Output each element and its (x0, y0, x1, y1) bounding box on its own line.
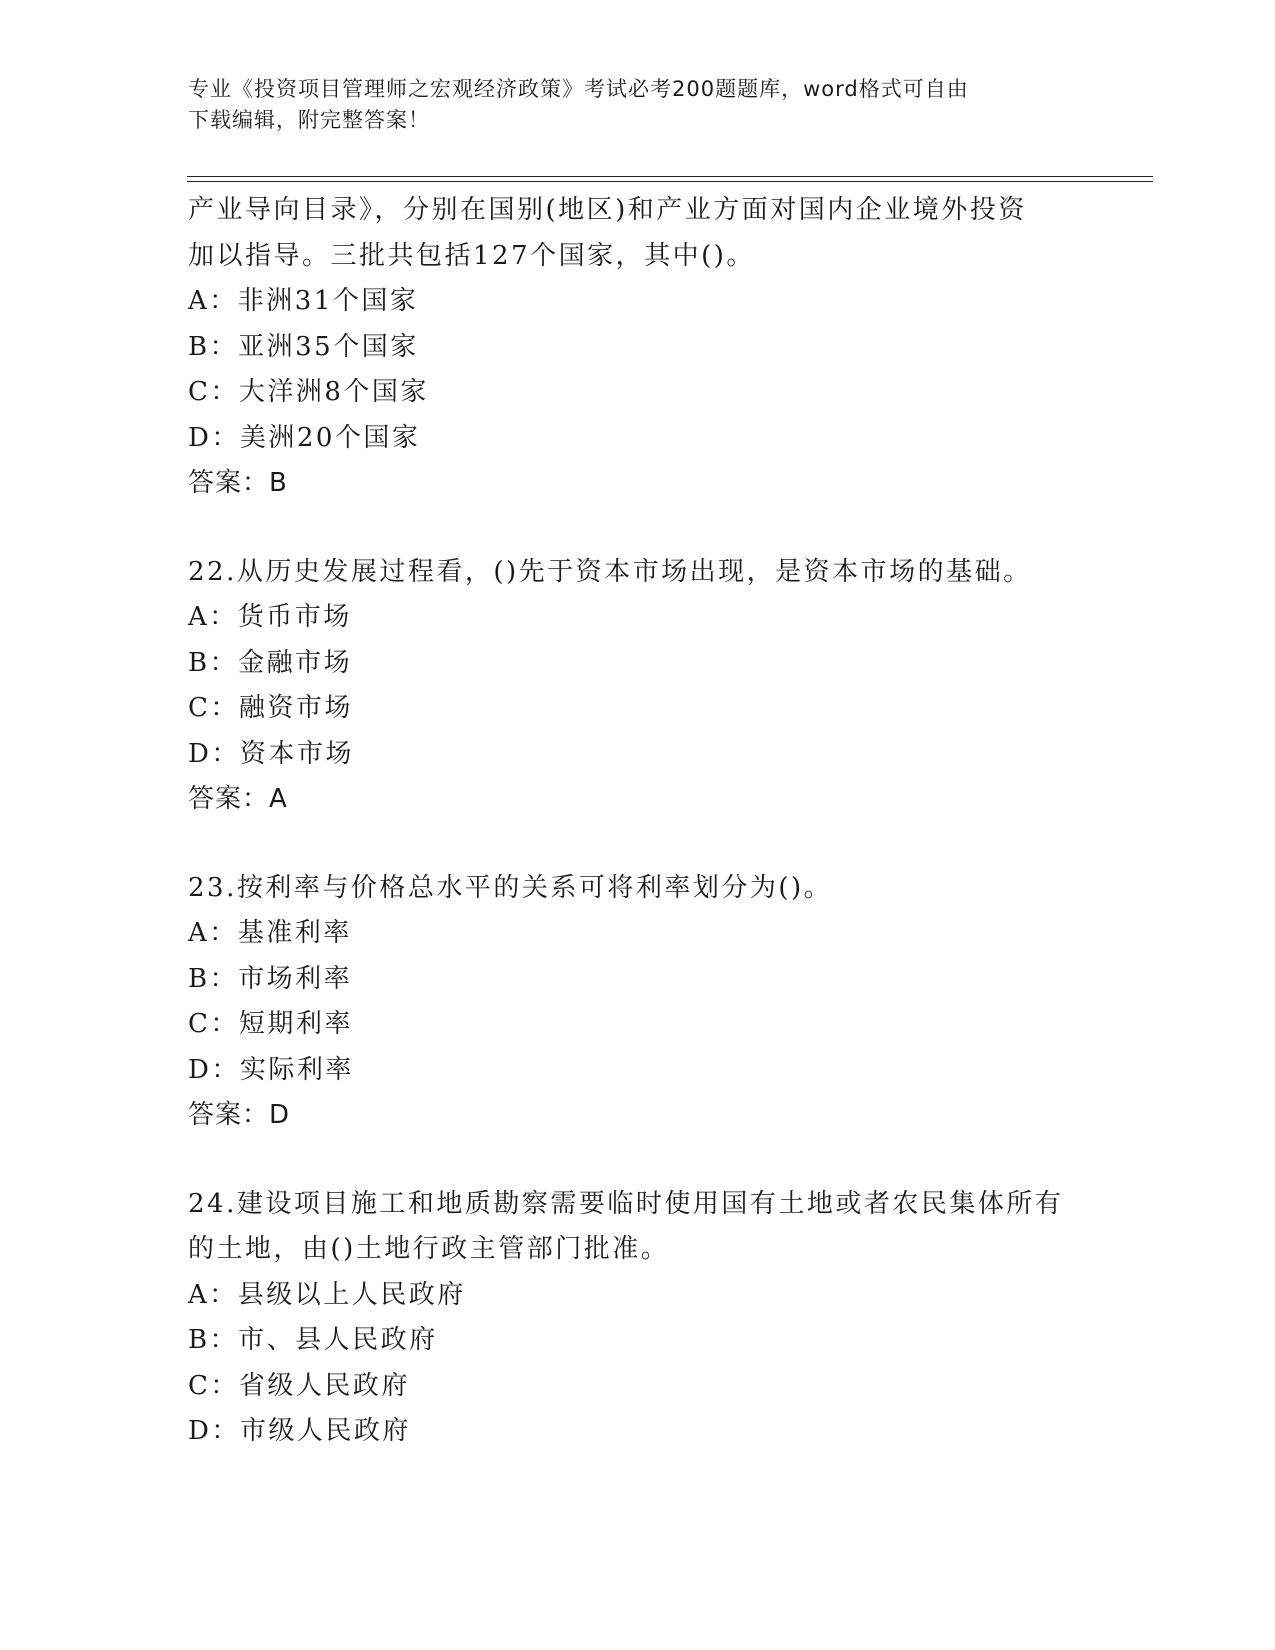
option-c: C：大洋洲8个国家 (188, 377, 429, 407)
spacer (188, 1139, 1088, 1182)
option-b: B：亚洲35个国家 (188, 331, 419, 362)
question-continued (188, 188, 1088, 507)
header-title-line-2: 下载编辑，附完整答案！ (188, 108, 430, 132)
option-d: D：实际利率 (188, 1054, 354, 1085)
answer-text: 答案：A (188, 784, 288, 814)
question-text: 产业导向目录》，分别在国别(地区)和产业方面对国内企业境外投资 (188, 195, 1027, 225)
question-text: 23.按利率与价格总水平的关系可将利率划分为()。 (188, 872, 833, 903)
option-d: D：美洲20个国家 (188, 422, 421, 453)
question-text: 22.从历史发展过程看，()先于资本市场出现，是资本市场的基础。 (188, 556, 1032, 587)
option-b: B：市场利率 (188, 963, 353, 994)
answer-text: 答案：D (188, 1100, 291, 1130)
question-22 (188, 550, 1088, 823)
question-text: 的土地，由()土地行政主管部门批准。 (188, 1234, 670, 1264)
question-list (188, 188, 1088, 1455)
option-a: A：非洲31个国家 (188, 286, 419, 316)
option-b: B：金融市场 (188, 647, 353, 678)
header-divider-top (187, 176, 1153, 177)
option-a: A：县级以上人民政府 (188, 1279, 466, 1310)
option-a: A：货币市场 (188, 602, 352, 632)
document-header (188, 74, 1068, 136)
option-b: B：市、县人民政府 (188, 1325, 438, 1355)
option-d: D：资本市场 (188, 738, 354, 769)
question-text: 24.建设项目施工和地质勘察需要临时使用国有土地或者农民集体所有 (188, 1188, 1064, 1219)
question-text: 加以指导。三批共包括127个国家，其中()。 (188, 240, 755, 271)
question-24 (188, 1182, 1088, 1455)
header-title-line-1: 专业《投资项目管理师之宏观经济政策》考试必考200题题库，word格式可自由 (188, 77, 969, 101)
answer-text: 答案：B (188, 468, 288, 498)
option-a: A：基准利率 (188, 918, 352, 948)
question-23 (188, 866, 1088, 1139)
option-d: D：市级人民政府 (188, 1416, 411, 1446)
header-divider-bottom (187, 181, 1153, 182)
option-c: C：短期利率 (188, 1009, 353, 1039)
spacer (188, 823, 1088, 866)
spacer (188, 507, 1088, 550)
option-c: C：融资市场 (188, 693, 353, 723)
option-c: C：省级人民政府 (188, 1370, 410, 1401)
